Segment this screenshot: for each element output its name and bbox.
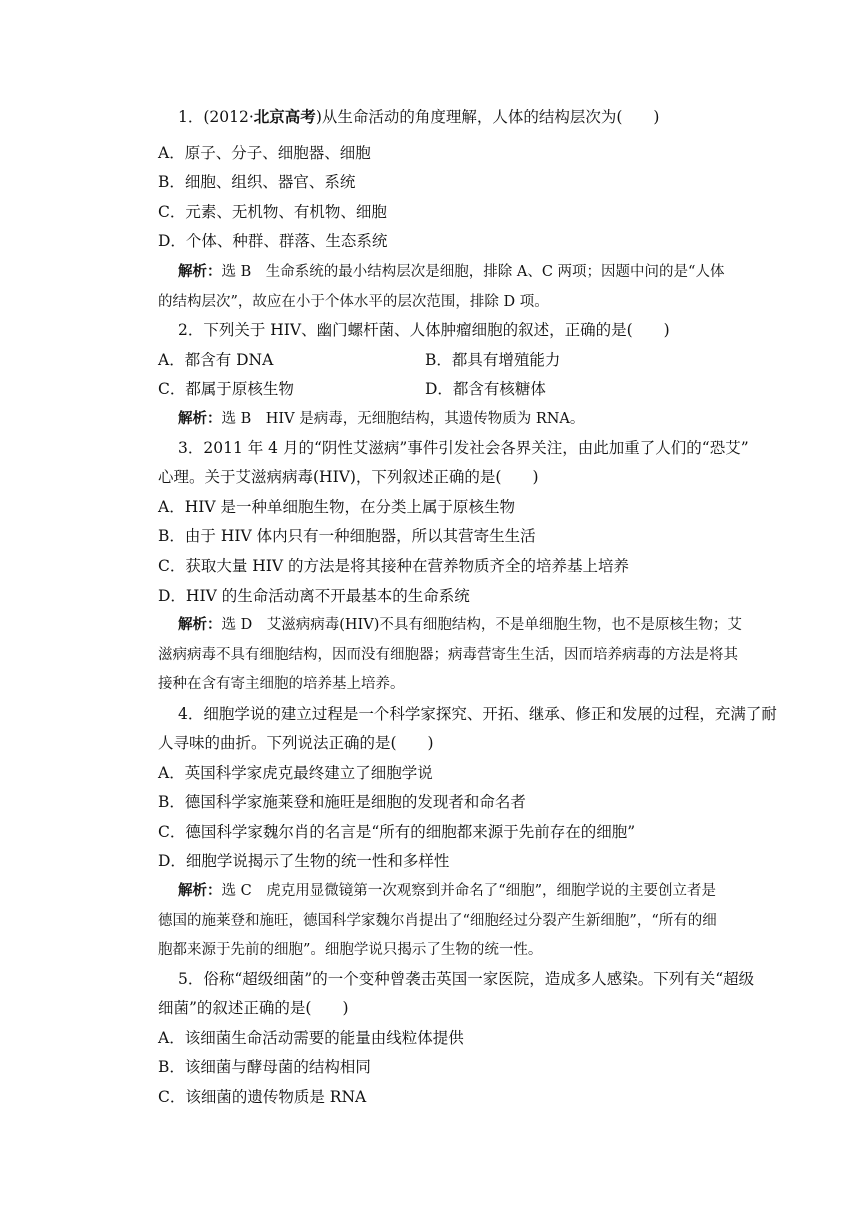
q1-option-a: A．原子、分子、细胞器、细胞 xyxy=(158,144,371,162)
analysis-label: 解析： xyxy=(178,616,222,633)
question-3-stem-line-2: 心理。关于艾滋病病毒(HIV)，下列叙述正确的是( ) xyxy=(158,468,539,486)
q4-option-c: C．德国科学家魏尔肖的名言是“所有的细胞都来源于先前存在的细胞” xyxy=(158,823,636,841)
q5-option-b: B．该细菌与酵母菌的结构相同 xyxy=(158,1058,371,1076)
q3-option-c: C．获取大量 HIV 的方法是将其接种在营养物质齐全的培养基上培养 xyxy=(158,557,630,575)
q2-option-d: D．都含有核糖体 xyxy=(425,380,546,398)
question-stem-text: )从生命活动的角度理解，人体的结构层次为( ) xyxy=(315,108,660,126)
q4-analysis-line-1 xyxy=(178,881,716,901)
q3-analysis-line-3: 接种在含有寄主细胞的培养基上培养。 xyxy=(158,676,405,692)
analysis-text: 选 B HIV 是病毒，无细胞结构，其遗传物质为 RNA。 xyxy=(221,411,585,427)
q4-option-b: B．德国科学家施莱登和施旺是细胞的发现者和命名者 xyxy=(158,793,526,811)
question-2-stem: 2．下列关于 HIV、幽门螺杆菌、人体肿瘤细胞的叙述，正确的是( ) xyxy=(178,321,670,339)
q3-analysis-line-2: 滋病病毒不具有细胞结构，因而没有细胞器；病毒营寄生生活，因而培养病毒的方法是将其 xyxy=(158,647,738,663)
q2-option-c: C．都属于原核生物 xyxy=(158,380,294,398)
q1-analysis-line-2: 的结构层次”，故应在小于个体水平的层次范围，排除 D 项。 xyxy=(158,294,549,310)
q1-option-c: C．元素、无机物、有机物、细胞 xyxy=(158,203,387,221)
q1-option-d: D．个体、种群、群落、生态系统 xyxy=(158,232,388,250)
analysis-text: 选 B 生命系统的最小结构层次是细胞，排除 A、C 两项；因题中问的是“人体 xyxy=(221,264,725,280)
q1-analysis-line-1 xyxy=(178,262,724,282)
question-source-open: (2012· xyxy=(203,108,254,126)
question-number: 1． xyxy=(178,108,204,126)
q3-option-a: A．HIV 是一种单细胞生物，在分类上属于原核生物 xyxy=(158,498,515,516)
q4-analysis-line-2: 德国的施莱登和施旺，德国科学家魏尔肖提出了“细胞经过分裂产生新细胞”，“所有的细 xyxy=(158,913,717,929)
question-5-stem-line-2: 细菌”的叙述正确的是( ) xyxy=(158,999,349,1017)
q4-option-d: D．细胞学说揭示了生物的统一性和多样性 xyxy=(158,852,450,870)
q5-option-a: A．该细菌生命活动需要的能量由线粒体提供 xyxy=(158,1029,464,1047)
question-3-stem-line-1: 3．2011 年 4 月的“阴性艾滋病”事件引发社会各界关注，由此加重了人们的“恐艾” xyxy=(178,439,749,457)
analysis-label: 解析： xyxy=(178,263,222,280)
question-source: 北京高考 xyxy=(253,107,316,126)
analysis-text: 选 C 虎克用显微镜第一次观察到并命名了“细胞”，细胞学说的主要创立者是 xyxy=(221,883,717,899)
analysis-label: 解析： xyxy=(178,882,222,899)
q3-option-d: D．HIV 的生命活动离不开最基本的生命系统 xyxy=(158,587,470,605)
q2-option-a: A．都含有 DNA xyxy=(158,351,274,369)
q3-option-b: B．由于 HIV 体内只有一种细胞器，所以其营寄生生活 xyxy=(158,527,536,545)
q4-analysis-line-3: 胞都来源于先前的细胞”。细胞学说只揭示了生物的统一性。 xyxy=(158,942,543,958)
analysis-label: 解析： xyxy=(178,410,222,427)
q2-option-b: B．都具有增殖能力 xyxy=(425,351,561,369)
q1-option-b: B．细胞、组织、器官、系统 xyxy=(158,173,356,191)
q2-analysis-line-1 xyxy=(178,409,584,429)
q5-option-c: C．该细菌的遗传物质是 RNA xyxy=(158,1088,367,1106)
analysis-text: 选 D 艾滋病病毒(HIV)不具有细胞结构，不是单细胞生物，也不是原核生物；艾 xyxy=(221,617,742,633)
question-1-stem xyxy=(178,107,659,127)
question-4-stem-line-1: 4．细胞学说的建立过程是一个科学家探究、开拓、继承、修正和发展的过程，充满了耐 xyxy=(178,705,777,723)
q4-option-a: A．英国科学家虎克最终建立了细胞学说 xyxy=(158,764,433,782)
question-4-stem-line-2: 人寻味的曲折。下列说法正确的是( ) xyxy=(158,734,434,752)
question-5-stem-line-1: 5．俗称“超级细菌”的一个变种曾袭击英国一家医院，造成多人感染。下列有关“超级 xyxy=(178,970,755,988)
q3-analysis-line-1 xyxy=(178,615,742,635)
